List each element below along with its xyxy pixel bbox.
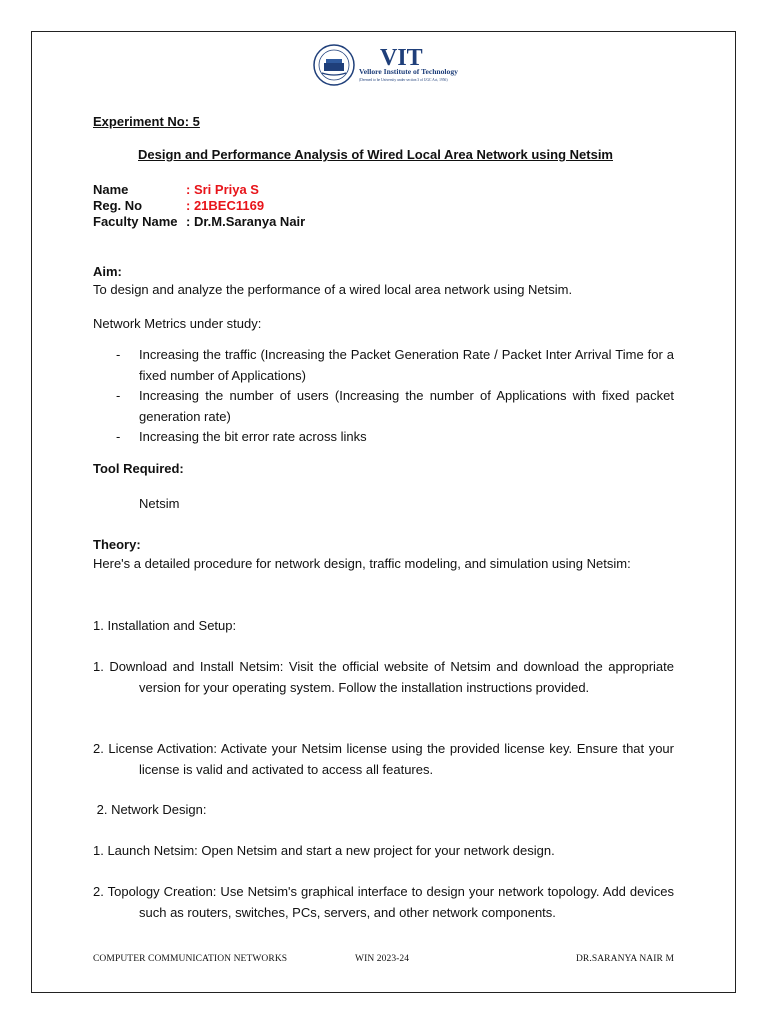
metrics-heading: Network Metrics under study: xyxy=(93,316,262,331)
footer-faculty: DR.SARANYA NAIR M xyxy=(575,954,674,964)
vit-brand: VIT xyxy=(380,45,423,71)
faculty-value: : Dr.M.Saranya Nair xyxy=(186,214,306,229)
aim-text: To design and analyze the performance of a wired local area network using Netsim. xyxy=(93,282,573,297)
theory-heading: Theory: xyxy=(93,537,141,552)
vit-emblem-icon xyxy=(314,45,354,85)
footer-course: COMPUTER COMMUNICATION NETWORKS xyxy=(93,954,288,964)
metric-item: Increasing the traffic (Increasing the Packet Generation Rate / Packet Inter Arrival Time for a fixed number of Applications) xyxy=(139,347,674,383)
reg-label: Reg. No xyxy=(93,198,143,213)
name-value: : Sri Priya S xyxy=(186,182,259,197)
metric-item: Increasing the bit error rate across links xyxy=(139,429,367,444)
section-installation: 1. Installation and Setup: xyxy=(93,618,237,633)
metric-item: Increasing the number of users (Increasing the number of Applications with fixed packet generation rate) xyxy=(139,388,674,424)
experiment-number: Experiment No: 5 xyxy=(93,114,200,129)
name-label: Name xyxy=(93,182,129,197)
tool-heading: Tool Required: xyxy=(93,461,184,476)
section-network-design: 2. Network Design: xyxy=(93,802,207,817)
document-title: Design and Performance Analysis of Wired Local Area Network using Netsim xyxy=(138,147,613,162)
tool-value: Netsim xyxy=(139,496,180,511)
bullet-marker: - xyxy=(116,347,121,362)
aim-heading: Aim: xyxy=(93,264,122,279)
vit-name: Vellore Institute of Technology xyxy=(359,67,458,76)
step-launch: 1. Launch Netsim: Open Netsim and start a new project for your network design. xyxy=(93,843,555,858)
bullet-marker: - xyxy=(116,388,121,403)
step-topology: 2. Topology Creation: Use Netsim's graphical interface to design your network topology. Add devices such as routers, switches, PCs, servers, and other network components. xyxy=(93,884,674,920)
theory-intro: Here's a detailed procedure for network design, traffic modeling, and simulation using Netsim: xyxy=(93,556,631,571)
vit-logo xyxy=(312,41,462,89)
faculty-label: Faculty Name xyxy=(93,214,178,229)
footer-semester: WIN 2023-24 xyxy=(355,954,410,964)
step-license: 2. License Activation: Activate your Netsim license using the provided license key. Ensure that your license is valid and activated to access all features. xyxy=(93,741,674,777)
reg-value: : 21BEC1169 xyxy=(186,198,265,213)
step-download: 1. Download and Install Netsim: Visit the official website of Netsim and download the appropriate version for your operating system. Follow the installation instructions provided. xyxy=(93,659,674,695)
bullet-marker: - xyxy=(116,429,121,444)
vit-tagline: (Deemed to be University under section 3 of UGC Act, 1956) xyxy=(359,78,448,82)
